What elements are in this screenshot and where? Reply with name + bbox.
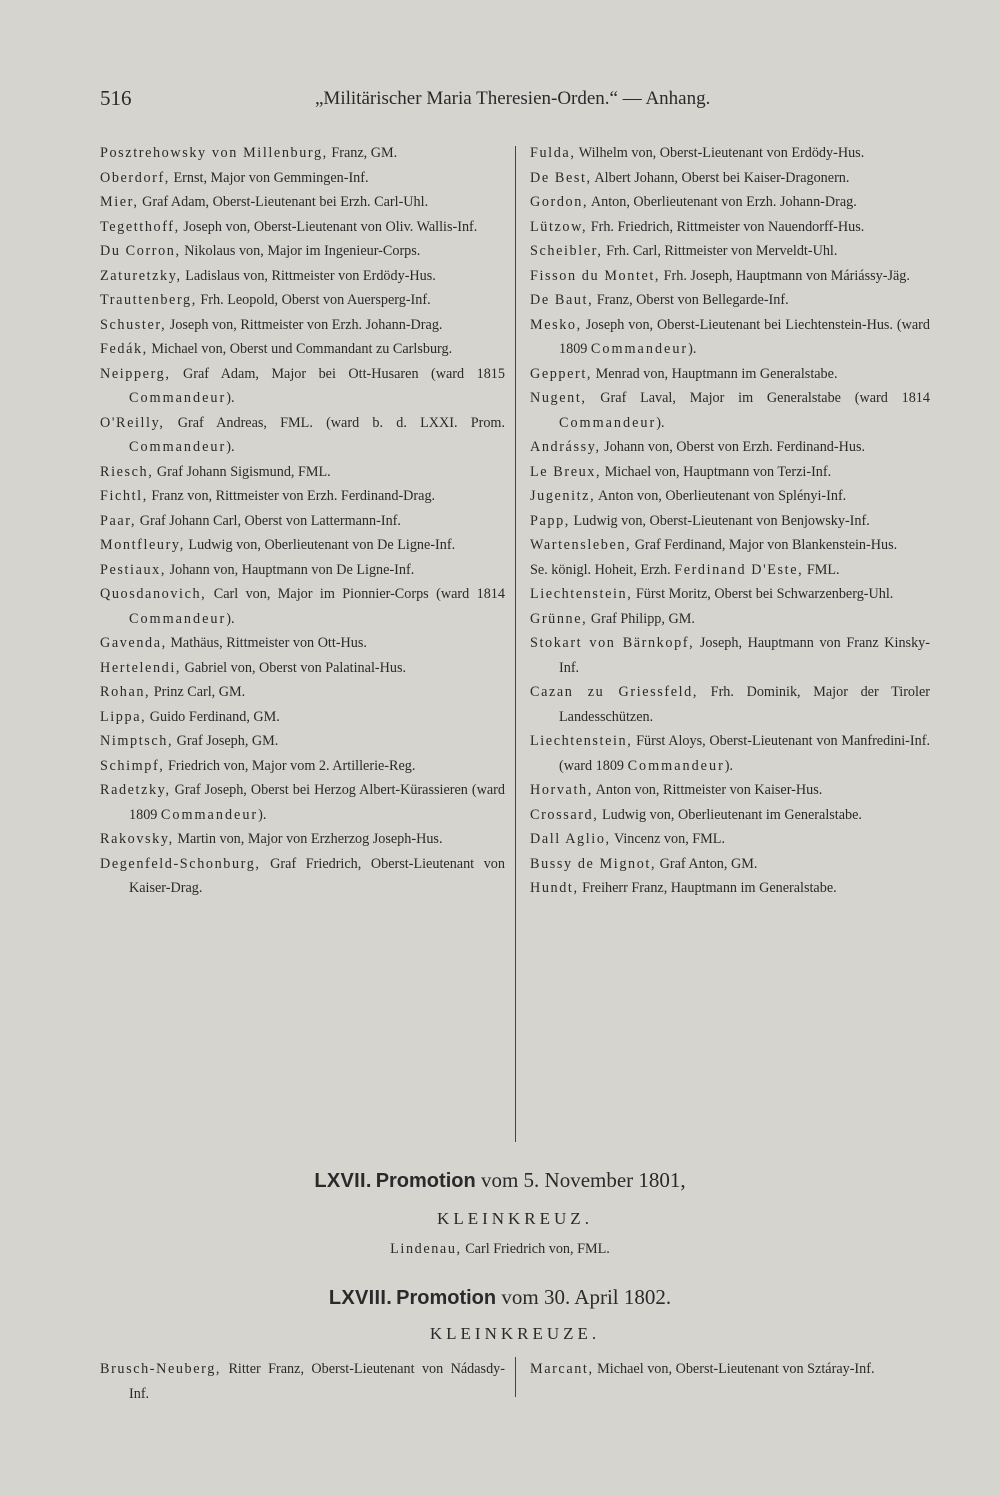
entry-text: Anton, Oberlieutenant von Erzh. Johann-Drag.	[588, 194, 857, 210]
list-item	[100, 754, 505, 779]
entry-name: Nimptsch,	[100, 733, 174, 749]
entry-text: Carl von, Major im Pionnier-Corps (ward 1814	[206, 586, 505, 602]
entry-name: Lippa,	[100, 708, 147, 725]
entry-text: Graf Ferdinand, Major von Blankenstein-Hus.	[631, 537, 898, 553]
list-item	[530, 607, 930, 632]
list-item	[100, 264, 505, 289]
list-item	[100, 582, 505, 631]
entry-name: Gordon,	[530, 194, 589, 210]
entry-text: Albert Johann, Oberst bei Kaiser-Dragonern.	[591, 169, 850, 186]
list-item	[100, 558, 505, 583]
entry-rank: Commandeur	[129, 439, 227, 455]
list-item	[100, 729, 505, 754]
list-item	[530, 460, 930, 485]
entry-text: Graf Friedrich, Oberst-Lieutenant von Kaiser-Drag.	[129, 855, 505, 896]
entry-text: Prinz Carl, GM.	[150, 684, 246, 700]
entry-rank: Commandeur	[590, 341, 689, 357]
page-number: 516	[100, 86, 132, 110]
entry-name: Pestiaux,	[100, 561, 167, 578]
entry-name: Wartensleben,	[530, 537, 632, 553]
entry-name: Radetzky,	[100, 782, 171, 798]
entry-name: Riesch,	[100, 463, 154, 480]
list-item	[530, 729, 930, 778]
list-item	[530, 288, 930, 313]
entry-text: Fürst Moritz, Oberst bei Schwarzenberg-Uhl.	[632, 586, 894, 602]
entry-text: Ritter Franz, Oberst-Lieutenant von Nádasdy-Inf.	[129, 1361, 505, 1402]
list-item	[530, 313, 930, 362]
entry-text: Graf Philipp, GM.	[587, 610, 695, 627]
list-item	[530, 386, 930, 435]
entry-name: Grünne,	[530, 610, 588, 627]
list-item	[100, 166, 505, 191]
promotion-date: vom 30. April 1802.	[496, 1285, 672, 1309]
entry-name: Rakovsky,	[100, 831, 174, 847]
entry-text: Graf Adam, Oberst-Lieutenant bei Erzh. Carl-Uhl.	[138, 194, 429, 210]
entry-text: Martin von, Major von Erzherzog Joseph-Hus.	[173, 831, 443, 847]
promotion-date: vom 5. November 1801,	[475, 1168, 686, 1192]
entry-name: Fulda,	[530, 145, 576, 161]
list-item	[530, 435, 930, 460]
entry-name: Liechtenstein,	[530, 733, 633, 749]
entry-text: Graf Joseph, Oberst bei Herzog Albert-Kürassieren (ward 1809	[129, 782, 505, 823]
list-item	[100, 656, 505, 681]
list-item	[530, 264, 930, 289]
entry-text: Graf Laval, Major im Generalstabe (ward 1814	[586, 390, 930, 406]
entry-text: Johann von, Oberst von Erzh. Ferdinand-Hus.	[600, 439, 866, 455]
list-item	[100, 852, 505, 901]
right-column	[530, 141, 930, 901]
list-item	[530, 631, 930, 680]
promotion-68-class: KLEINKREUZE.	[429, 1324, 601, 1343]
entry-name: Quosdanovich,	[100, 586, 207, 602]
list-item	[100, 190, 505, 215]
entry-text: Ludwig von, Oberst-Lieutenant von Benjowsky-Inf.	[569, 512, 870, 529]
entry-name: De Best,	[530, 169, 592, 186]
left-column	[100, 141, 505, 901]
entry-name: Du Corron,	[100, 243, 181, 259]
entry-tail: ).	[688, 341, 697, 357]
entry-tail: ).	[226, 610, 235, 627]
list-item	[530, 362, 930, 387]
entry-text: Graf Adam, Major bei Ott-Husaren (ward 1815	[170, 365, 505, 382]
entry-text: Freiherr Franz, Hauptmann im Generalstabe.	[578, 880, 837, 896]
entry-rank: Commandeur	[627, 757, 725, 774]
entry-name: Cazan zu Griessfeld,	[530, 684, 699, 700]
entry-name: Mier,	[100, 194, 139, 210]
entry-name: Fisson du Montet,	[530, 267, 661, 284]
promotion-word: Promotion	[375, 1170, 476, 1192]
list-item	[100, 705, 505, 730]
entry-text: Gabriel von, Oberst von Palatinal-Hus.	[181, 659, 407, 676]
list-item	[530, 582, 930, 607]
entry-name: Crossard,	[530, 806, 599, 823]
list-item	[100, 484, 505, 509]
entry-name: De Baut,	[530, 292, 594, 308]
entry-text: Graf Joseph, GM.	[173, 733, 279, 749]
entry-tail: ).	[226, 439, 235, 455]
entry-text: Ludwig von, Oberlieutenant im Generalstabe.	[598, 806, 862, 823]
entry-text: Michael von, Oberst und Commandant zu Carlsburg.	[147, 341, 453, 357]
entry-text: Graf Johann Sigismund, FML.	[153, 463, 331, 480]
list-item	[100, 460, 505, 485]
entry-rank: Commandeur	[129, 390, 227, 406]
entry-text: Joseph von, Oberst-Lieutenant von Oliv. Wallis-Inf.	[179, 218, 478, 235]
entry-text: Vincenz von, FML.	[610, 831, 726, 847]
list-item	[100, 288, 505, 313]
list-item	[530, 803, 930, 828]
entry-text: Frh. Joseph, Hauptmann von Máriássy-Jäg.	[660, 267, 910, 284]
list-item	[100, 631, 505, 656]
entry-name: Scheibler,	[530, 243, 603, 259]
entry-name: Degenfeld-Schonburg,	[100, 855, 261, 872]
entry-text: Graf Johann Carl, Oberst von Lattermann-Inf.	[136, 512, 401, 529]
entry-name: O'Reilly,	[100, 414, 165, 431]
entry-text: Franz von, Rittmeister von Erzh. Ferdinand-Drag.	[147, 488, 436, 504]
entry-name: Liechtenstein,	[530, 586, 633, 602]
entry-text: Friedrich von, Major vom 2. Artillerie-Reg.	[164, 757, 416, 774]
entry-text: Franz, Oberst von Bellegarde-Inf.	[593, 292, 789, 308]
list-item	[100, 1357, 505, 1406]
entry-name: Jugenitz,	[530, 488, 596, 504]
entry-name: Stokart von Bärnkopf,	[530, 635, 695, 651]
entry-name: Nugent,	[530, 390, 587, 406]
entry-name: Geppert,	[530, 365, 593, 382]
entry-text: Ernst, Major von Gemmingen-Inf.	[169, 169, 369, 186]
running-title: „Militärischer Maria Theresien-Orden.“ — Anhang.	[315, 88, 711, 109]
entry-text: Fürst Aloys, Oberst-Lieutenant von Manfredini-Inf. (ward 1809	[559, 733, 930, 774]
entry-text: Michael von, Hauptmann von Terzi-Inf.	[601, 463, 832, 480]
entry-tail: ).	[724, 757, 734, 774]
entry-name: Zaturetzky,	[100, 267, 182, 284]
entry-name: Trauttenberg,	[100, 292, 197, 308]
entry-text: Anton von, Rittmeister von Kaiser-Hus.	[592, 782, 823, 798]
entry-text: Joseph von, Oberst-Lieutenant bei Liechtenstein-Hus. (ward 1809	[559, 316, 930, 357]
promotion-68-heading	[0, 1285, 1000, 1310]
entry-text: Joseph von, Rittmeister von Erzh. Johann-Drag.	[166, 316, 443, 333]
entry-name: Montfleury,	[100, 537, 185, 553]
entry-name: Hundt,	[530, 880, 579, 896]
entry-text: FML.	[803, 561, 840, 578]
entry-name: Brusch-Neuberg,	[100, 1361, 222, 1377]
list-item	[100, 141, 505, 166]
entry-text: Frh. Dominik, Major der Tiroler Landesschützen.	[559, 684, 930, 725]
list-item	[100, 337, 505, 362]
list-item	[100, 313, 505, 338]
list-item	[100, 533, 505, 558]
entry-text: Carl Friedrich von, FML.	[461, 1241, 610, 1257]
promotion-68-left-column	[100, 1357, 505, 1406]
entry-text: Ludwig von, Oberlieutenant von De Ligne-Inf.	[184, 537, 456, 553]
entry-name: Schimpf,	[100, 757, 165, 774]
entry-tail: ).	[258, 806, 267, 823]
promotion-67-heading	[0, 1168, 1000, 1193]
entry-name: Neipperg,	[100, 365, 171, 382]
list-item	[100, 509, 505, 534]
list-item	[530, 827, 930, 852]
list-item	[530, 558, 930, 583]
entry-name: Lützow,	[530, 218, 588, 235]
list-item	[100, 362, 505, 411]
list-item	[530, 876, 930, 901]
list-item	[100, 778, 505, 827]
entry-text: Frh. Friedrich, Rittmeister von Nauendorff-Hus.	[587, 218, 865, 235]
entry-text: Johann von, Hauptmann von De Ligne-Inf.	[166, 561, 415, 578]
list-item	[530, 533, 930, 558]
column-divider	[515, 146, 516, 1142]
list-item	[100, 215, 505, 240]
entry-text: Frh. Carl, Rittmeister von Merveldt-Uhl.	[602, 243, 838, 259]
entry-name: Fichtl,	[100, 488, 148, 504]
entry-prefix: Se. königl. Hoheit, Erzh.	[530, 561, 675, 578]
entry-name: Horvath,	[530, 782, 593, 798]
entry-name: Fedák,	[100, 341, 148, 357]
entry-name: Bussy de Mignot,	[530, 855, 657, 872]
list-item	[530, 852, 930, 877]
entry-name: Gavenda,	[100, 635, 167, 651]
entry-text: Graf Andreas, FML. (ward b. d. LXXI. Prom.	[164, 414, 505, 431]
list-item	[100, 680, 505, 705]
entry-name: Marcant,	[530, 1361, 594, 1377]
entry-name: Paar,	[100, 512, 137, 529]
entry-text: Menrad von, Hauptmann im Generalstabe.	[592, 365, 838, 382]
list-item	[100, 827, 505, 852]
list-item	[530, 1357, 930, 1382]
entry-text: Wilhelm von, Oberst-Lieutenant von Erdödy-Hus.	[575, 145, 865, 161]
entry-name: Le Breux,	[530, 463, 602, 480]
entry-name: Dall Aglio,	[530, 831, 611, 847]
list-item	[530, 215, 930, 240]
promotion-68-right-column	[530, 1357, 930, 1382]
list-item	[530, 190, 930, 215]
promotion-67-class: KLEINKREUZ.	[437, 1209, 593, 1228]
entry-text: Joseph, Hauptmann von Franz Kinsky-Inf.	[559, 635, 930, 676]
entry-name: Tegetthoff,	[100, 218, 180, 235]
entry-name: Schuster,	[100, 316, 167, 333]
list-item	[530, 484, 930, 509]
entry-tail: ).	[226, 390, 235, 406]
entry-rank: Commandeur	[160, 806, 259, 823]
entry-name: Rohan,	[100, 684, 151, 700]
promotion-word: Promotion	[396, 1287, 497, 1309]
entry-text: Ladislaus von, Rittmeister von Erdödy-Hus.	[181, 267, 436, 284]
page-header	[100, 86, 930, 116]
entry-text: Anton von, Oberlieutenant von Splényi-Inf.	[595, 488, 847, 504]
list-item	[530, 166, 930, 191]
list-item	[530, 509, 930, 534]
promotion-number: LXVII.	[314, 1170, 372, 1192]
entry-name: Papp,	[530, 512, 570, 529]
entry-text: Mathäus, Rittmeister von Ott-Hus.	[166, 635, 367, 651]
list-item	[530, 141, 930, 166]
entry-text: Franz, GM.	[327, 145, 398, 161]
entry-text: Graf Anton, GM.	[656, 855, 758, 872]
entry-name: Hertelendi,	[100, 659, 182, 676]
entry-text: Nikolaus von, Major im Ingenieur-Corps.	[180, 243, 421, 259]
entry-tail: ).	[656, 414, 665, 431]
entry-text: Guido Ferdinand, GM.	[146, 708, 280, 725]
list-item	[530, 680, 930, 729]
entry-name: Posztrehowsky von Millenburg,	[100, 145, 328, 161]
entry-name: Andrássy,	[530, 439, 601, 455]
entry-rank: Commandeur	[129, 610, 227, 627]
list-item	[100, 411, 505, 460]
entry-name: Oberdorf,	[100, 169, 170, 186]
list-item	[530, 239, 930, 264]
entry-text: Michael von, Oberst-Lieutenant von Sztáray-Inf.	[593, 1361, 875, 1377]
list-item	[530, 778, 930, 803]
entry-name: Mesko,	[530, 316, 582, 333]
entry-rank: Commandeur	[559, 414, 657, 431]
list-item	[100, 239, 505, 264]
entry-name: Ferdinand D'Este,	[674, 561, 804, 578]
promotion-67-entry	[0, 1241, 1000, 1258]
entry-name: Lindenau,	[390, 1241, 462, 1257]
column-divider	[515, 1357, 516, 1397]
promotion-number: LXVIII.	[328, 1287, 393, 1309]
entry-text: Frh. Leopold, Oberst von Auersperg-Inf.	[196, 292, 431, 308]
